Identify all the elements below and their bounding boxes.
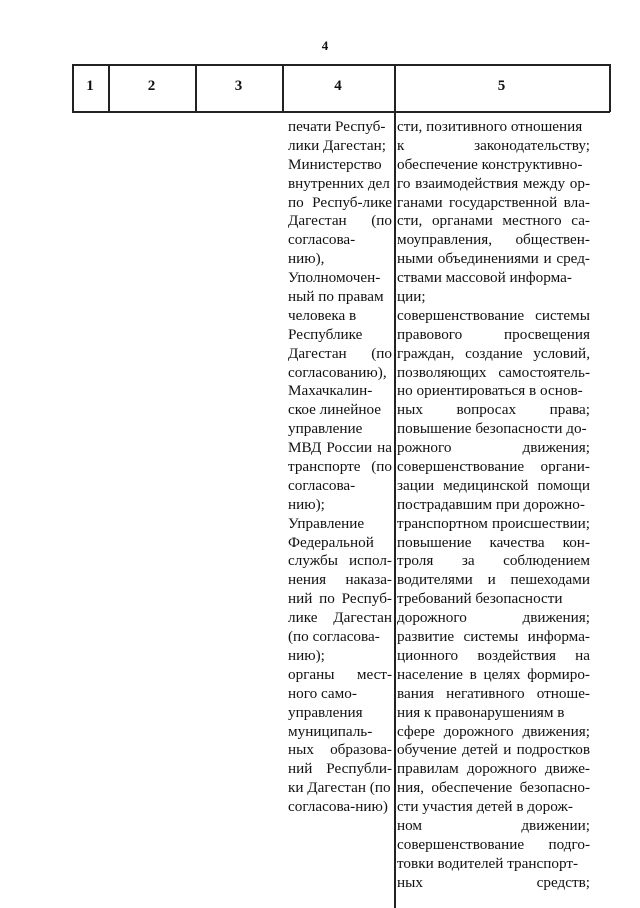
goal-text-line: троля за соблюдением (397, 552, 590, 570)
executor-text-line: управления (288, 703, 363, 721)
goal-text-line: повышение качества кон- (397, 533, 590, 551)
executor-text-line: ного само- (288, 684, 357, 702)
goal-text-line: требований безопасности (397, 590, 563, 608)
header-cell-2: 2 (147, 78, 156, 94)
executor-text-line: Республике (288, 325, 363, 343)
executor-text-line: органы мест- (288, 665, 392, 683)
column-divider (609, 64, 611, 112)
executor-text-line: Уполномочен- (288, 269, 381, 287)
executor-text-line: Махачкалин- (288, 382, 373, 400)
goal-text-line: ствами массовой информа- (397, 269, 572, 287)
goal-text-line: вания негативного отноше- (397, 684, 590, 702)
header-cell-1: 1 (86, 78, 94, 94)
executor-text-line: Управление (288, 514, 365, 532)
goal-text-line: водителями и пешеходами (397, 571, 590, 589)
goal-text-line: зации медицинской помощи (397, 476, 590, 494)
goal-text-line: повышение безопасности до- (397, 420, 587, 438)
goal-text-line: но ориентироваться в основ- (397, 382, 583, 400)
executor-text-line: службы испол- (288, 552, 392, 570)
goal-text-line: моуправления, обществен- (397, 231, 590, 249)
executor-text-line: Дагестан (по (288, 344, 392, 362)
executor-text-line: нию); (288, 646, 325, 664)
goal-text-line: ции; (397, 288, 426, 306)
executor-text-line: печати Респуб- (288, 118, 386, 135)
executor-text-line: согласова-нию) (288, 798, 388, 816)
goal-text-line: ном движении; (397, 816, 590, 834)
goal-text-line: дорожного движения; (397, 609, 590, 627)
goal-text-line: рожного движения; (397, 439, 590, 457)
executor-text-line: транспорте (по (288, 458, 392, 476)
executor-text-line: нения наказа- (288, 571, 392, 589)
executor-text-line: согласованию), (288, 363, 387, 381)
executor-text-line: ки Дагестан (по (288, 779, 391, 797)
executor-text-line: лике Дагестан (288, 609, 392, 627)
page-number: 4 (321, 38, 329, 53)
executor-text-line: внутренних дел (288, 174, 390, 192)
goal-text-line: развитие системы информа- (397, 628, 590, 646)
executor-text-line: ское линейное (288, 401, 382, 419)
header-cell-3: 3 (234, 78, 243, 94)
goal-text-line: правилам дорожного движе- (397, 760, 590, 778)
goal-text-line: го взаимодействия между ор- (397, 174, 590, 192)
goal-text-line: сти участия детей в дорож- (397, 798, 573, 816)
executor-text-line: лики Дагестан; (288, 136, 386, 154)
goal-text-line: правового просвещения (397, 325, 590, 343)
table-header-bottom-border (72, 111, 610, 113)
goal-text-line: пострадавшим при дорожно- (397, 495, 585, 513)
goal-text-line: граждан, создание условий, (397, 344, 590, 362)
column-divider (394, 64, 396, 908)
executor-text-line: согласова- (288, 476, 356, 494)
goal-text-line: ционного воздействия на (397, 646, 590, 664)
goal-text-line: товки водителей транспорт- (397, 854, 579, 872)
executor-text-line: Дагестан (по (288, 212, 392, 230)
table-header-top-border (72, 64, 610, 66)
goal-text-line: сти, органами местного са- (397, 212, 590, 230)
executor-text-line: ных образова- (288, 741, 392, 759)
goal-text-line: ния, обеспечение безопасно- (397, 779, 590, 797)
goal-text-line: позволяющих самостоятель- (397, 363, 590, 381)
executor-text-line: управление (288, 420, 363, 438)
goal-text-line: ными объединениями и сред- (397, 250, 590, 268)
column-4-executors (288, 118, 392, 817)
goal-text-line: совершенствование органи- (397, 458, 590, 476)
executor-text-line: муниципаль- (288, 722, 373, 740)
goal-text-line: совершенствование системы (397, 306, 590, 324)
header-cell-4: 4 (334, 78, 342, 94)
goal-text-line: совершенствование подго- (397, 835, 590, 853)
executor-text-line: ний Республи- (288, 760, 392, 778)
executor-text-line: ний по Респуб- (288, 590, 392, 608)
executor-text-line: Министерство (288, 155, 382, 173)
goal-text-line: транспортном происшествии; (397, 514, 590, 532)
goal-text-line: ных средств; (397, 873, 590, 891)
goal-text-line: ганами государственной вла- (397, 193, 590, 211)
goal-text-line: ных вопросах права; (397, 401, 590, 419)
executor-text-line: Федеральной (288, 533, 374, 551)
goal-text-line: к законодательству; (397, 136, 590, 154)
executor-text-line: согласова- (288, 231, 356, 249)
goal-text-line: ния к правонарушениям в (397, 703, 565, 721)
executor-text-line: нию), (288, 250, 325, 268)
executor-text-line: нию); (288, 495, 325, 513)
goal-text-line: сфере дорожного движения; (397, 722, 590, 740)
column-5-goals (397, 118, 590, 893)
executor-text-line: МВД России на (288, 439, 392, 457)
goal-text-line: население в целях формиро- (397, 665, 590, 683)
executor-text-line: ный по правам (288, 288, 384, 306)
executor-text-line: (по согласова- (288, 628, 380, 646)
header-cell-5: 5 (497, 78, 506, 94)
goal-text-line: сти, позитивного отношения (397, 118, 583, 135)
goal-text-line: обеспечение конструктивно- (397, 155, 583, 173)
executor-text-line: человека в (288, 306, 357, 324)
executor-text-line: по Респуб-лике (288, 193, 392, 211)
goal-text-line: обучение детей и подростков (397, 741, 590, 759)
